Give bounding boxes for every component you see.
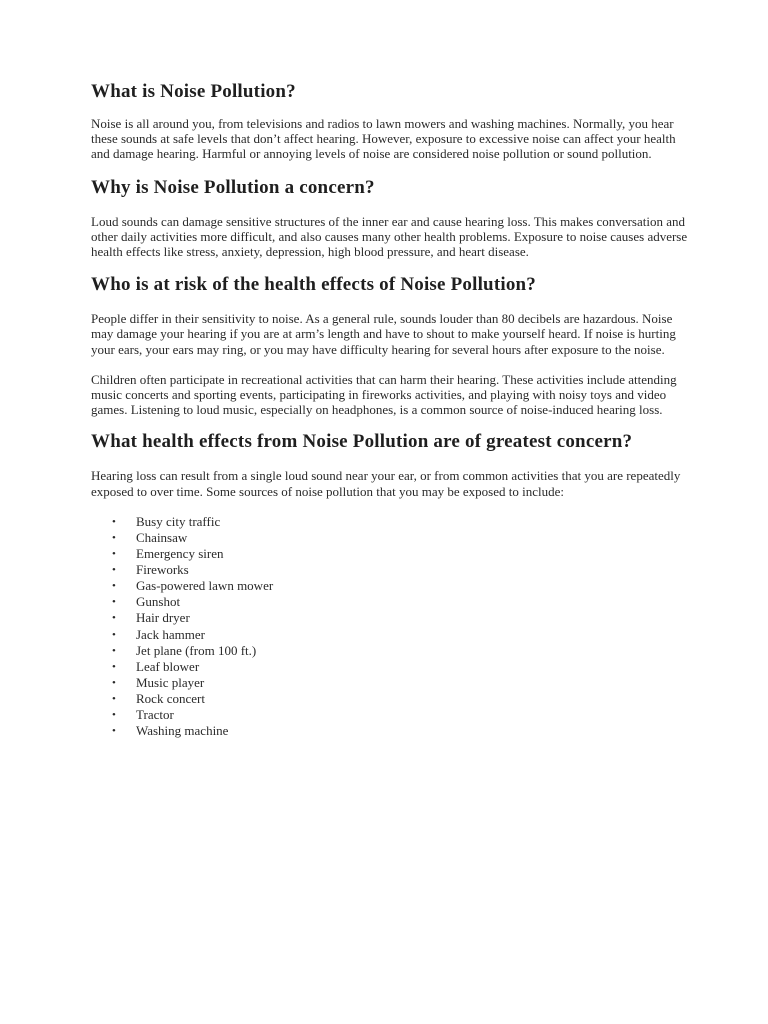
list-item-text: Tractor: [136, 706, 174, 722]
list-item: [91, 562, 691, 578]
bullet-icon: •: [112, 676, 116, 689]
heading-what-is-noise-pollution: What is Noise Pollution?: [91, 81, 296, 102]
paragraph-what-is-noise-pollution: Noise is all around you, from televisions and radios to lawn mowers and washing machines. Normally, you hear these sounds at safe levels that don’t affect hearing. However, exposure to excessive noise can affect your health and damage hearing. Harmful or annoying levels of noise are considered noise pollution or sound pollution.: [91, 116, 676, 162]
bullet-icon: •: [112, 660, 116, 673]
list-item: [91, 675, 691, 691]
list-item-text: Hair dryer: [136, 610, 190, 626]
bullet-icon: •: [112, 628, 116, 641]
bullet-icon: •: [112, 725, 116, 738]
list-item-text: Chainsaw: [136, 529, 188, 545]
bullet-icon: •: [112, 564, 116, 577]
list-item-text: Gas-powered lawn mower: [136, 578, 274, 594]
list-item: [91, 691, 691, 707]
bullet-icon: •: [112, 596, 116, 609]
list-item-text: Emergency siren: [136, 546, 224, 562]
paragraph-sensitivity: People differ in their sensitivity to noise. As a general rule, sounds louder than 80 decibels are hazardous. Noise may damage your hearing if you are at arm’s length and have to shout to make yourself heard. If noise is hurting your ears, your ears may ring, or you may have difficulty hearing for several hours after exposure to the noise.: [91, 311, 676, 357]
bullet-icon: •: [112, 580, 116, 593]
heading-health-effects: What health effects from Noise Pollution are of greatest concern?: [91, 431, 633, 453]
list-item: [91, 610, 691, 626]
list-item-text: Leaf blower: [136, 658, 200, 674]
bullet-icon: •: [112, 548, 116, 561]
list-item-text: Rock concert: [136, 690, 205, 706]
list-item-text: Gunshot: [136, 594, 181, 610]
bullet-icon: •: [112, 531, 116, 544]
bullet-icon: •: [112, 644, 116, 657]
heading-who-is-at-risk: Who is at risk of the health effects of Noise Pollution?: [91, 274, 536, 296]
heading-why-concern: Why is Noise Pollution a concern?: [91, 176, 375, 198]
list-item-text: Music player: [136, 674, 205, 690]
list-item: [91, 594, 691, 610]
list-item: [91, 578, 691, 594]
list-item-text: Washing machine: [136, 723, 229, 739]
document-body: [91, 80, 691, 739]
paragraph-children: Children often participate in recreational activities that can harm their hearing. These activities include attending music concerts and sporting events, participating in fireworks activities, and playing with noisy toys and video games. Listening to loud music, especially on headphones, is a common source of noise-induced hearing loss.: [91, 371, 677, 418]
bullet-icon: •: [112, 515, 116, 528]
list-item: [91, 546, 691, 562]
list-item: [91, 627, 691, 643]
list-item: [91, 723, 691, 739]
list-item: [91, 643, 691, 659]
list-item-text: Busy city traffic: [136, 513, 221, 529]
paragraph-hearing-loss: Hearing loss can result from a single loud sound near your ear, or from common activities that you are repeatedly exposed to over time. Some sources of noise pollution that you may be exposed to include:: [91, 468, 681, 499]
list-item: [91, 514, 691, 530]
list-item: [91, 659, 691, 675]
bullet-icon: •: [112, 692, 116, 705]
list-item: [91, 707, 691, 723]
noise-sources-list: [91, 514, 691, 739]
list-item-text: Jack hammer: [136, 626, 205, 642]
bullet-icon: •: [112, 612, 116, 625]
list-item-text: Fireworks: [136, 562, 189, 578]
list-item: [91, 530, 691, 546]
paragraph-why-concern: Loud sounds can damage sensitive structures of the inner ear and cause hearing loss. This makes conversation and other daily activities more difficult, and also causes many other health problems. Exposure to noise causes adverse health effects like stress, anxiety, depression, high blood pressure, and heart disease.: [91, 213, 688, 260]
bullet-icon: •: [112, 708, 116, 721]
list-item-text: Jet plane (from 100 ft.): [136, 642, 257, 658]
